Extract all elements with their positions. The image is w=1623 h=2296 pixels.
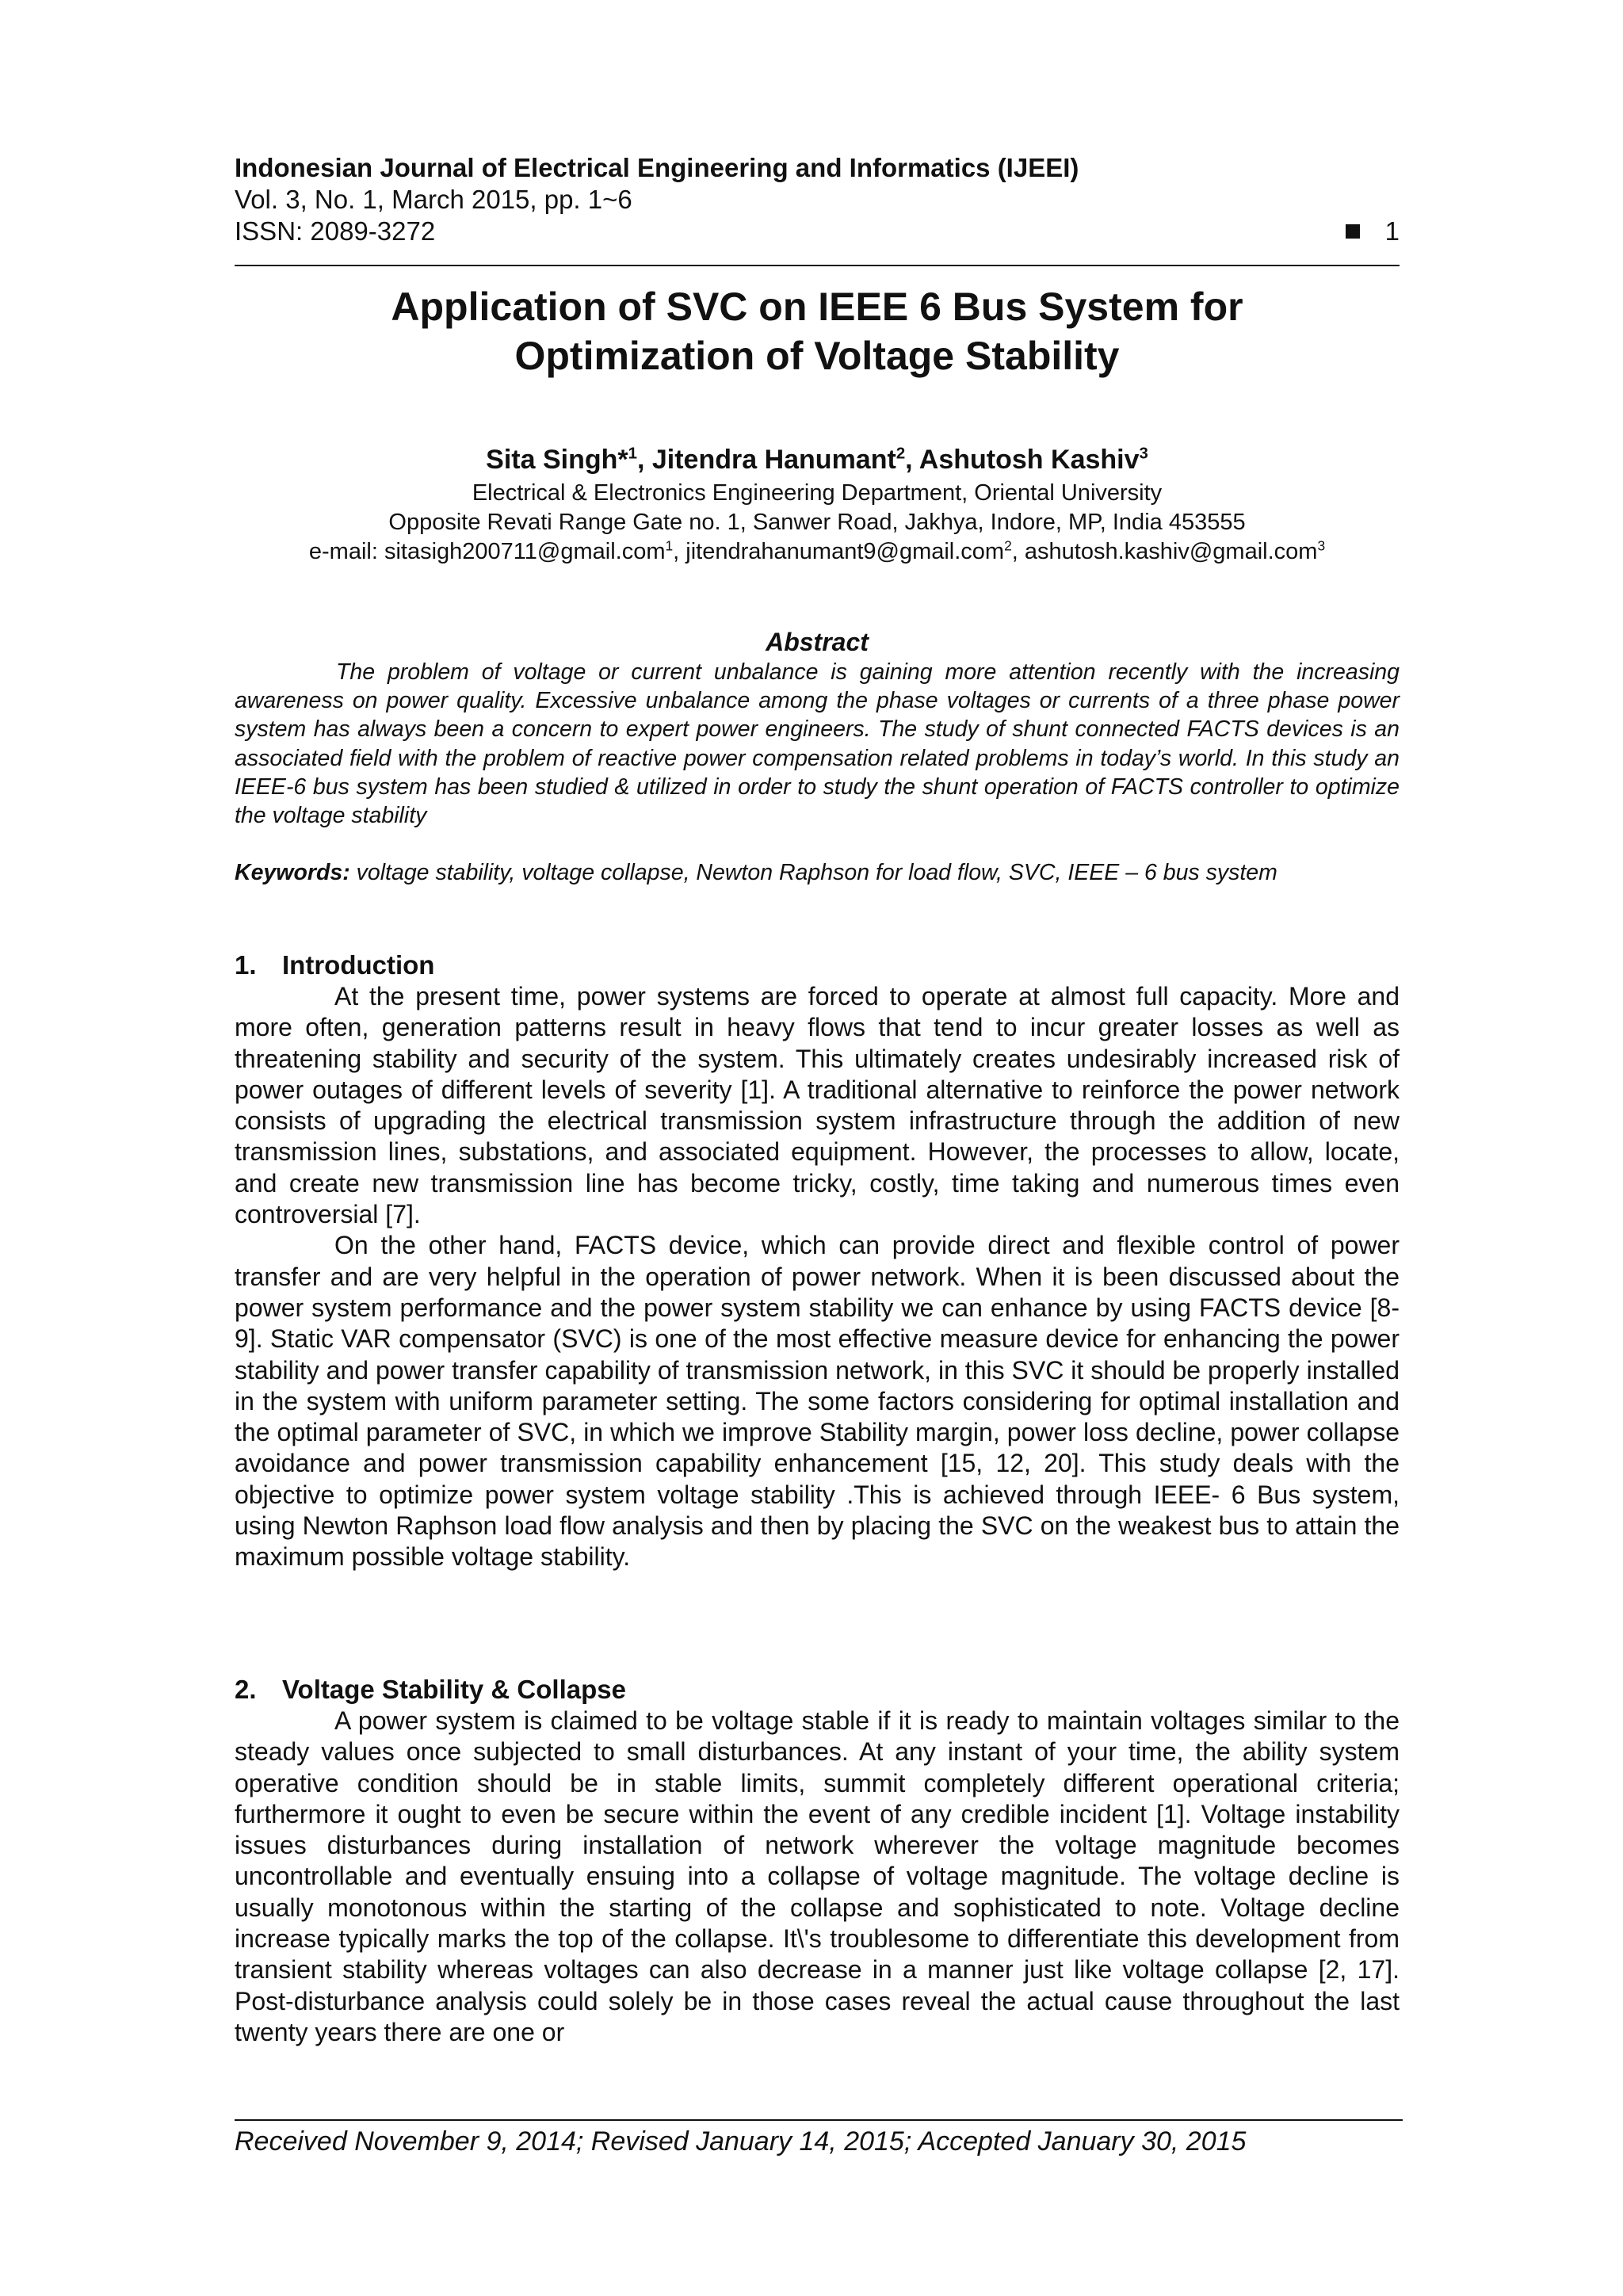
page-number: 1 [1384,216,1400,246]
affiliation-address: Opposite Revati Range Gate no. 1, Sanwer Road, Jakhya, Indore, MP, India 453555 [388,510,1246,535]
section-number: 1. [235,950,257,980]
page-number-wrap [1346,216,1400,247]
author-1-sup: 1 [628,445,637,463]
email-3[interactable]: ashutosh.kashiv@gmail.com [1024,539,1318,564]
section-introduction [235,949,1400,1573]
journal-issn: ISSN: 2089-3272 [235,216,436,246]
received-dates: Received November 9, 2014; Revised January 14, 2015; Accepted January 30, 2015 [235,2126,1247,2157]
paragraph: At the present time, power systems are forced to operate at almost full capacity. More and more often, generation patterns result in heavy flows that tend to incur greater losses as well as threatening stability and security of the system. This ultimately creates undesirably increased risk of power outages of different levels of severity [1]. A traditional alternative to reinforce the power network consists of upgrading the electrical transmission system infrastructure through the addition of new transmission lines, substations, and associated equipment. However, the processes to allow, locate, and create new transmission line has become tricky, costly, time taking and numerous times even controversial [7]. [235,982,1400,1229]
header-divider [235,265,1400,266]
section-heading [235,949,1400,981]
section-number: 2. [235,1675,257,1704]
abstract-text: The problem of voltage or current unbalance is gaining more attention recently with the increasing awareness on power quality. Excessive unbalance among the phase voltages or currents of a three phase power system has always been a concern to expert power engineers. The study of shunt connected FACTS devices is an associated field with the problem of reactive power compensation related problems in today’s world. In this study an IEEE-6 bus system has been studied & utilized in order to study the shunt operation of FACTS controller to optimize the voltage stability [235,659,1400,829]
email-prefix: e-mail: [308,539,384,564]
keywords-label: Keywords: [235,860,350,885]
footer-divider [235,2119,1403,2121]
title-line-1: Application of SVC on IEEE 6 Bus System for [391,285,1243,329]
affiliation-department: Electrical & Electronics Engineering Department, Oriental University [472,480,1163,506]
author-list: Sita Singh*$^1$, Jitendra Hanumant$^2$, Ashutosh Kashiv$^3$ [486,445,1148,475]
email-1-sup: 1 [665,537,674,554]
journal-volume: Vol. 3, No. 1, March 2015, pp. 1~6 [235,185,632,214]
issn-row [235,216,1400,247]
section-title: Voltage Stability & Collapse [282,1675,626,1704]
journal-name: Indonesian Journal of Electrical Engineering and Informatics (IJEEI) [235,153,1079,182]
email-1[interactable]: sitasigh200711@gmail.com [384,539,666,564]
journal-header [235,152,1400,247]
email-2-sup: 2 [1004,537,1012,554]
abstract-heading: Abstract [766,628,869,656]
author-1: Sita Singh* [486,445,628,475]
keywords [235,858,1400,888]
section-heading [235,1674,1400,1706]
paragraph: On the other hand, FACTS device, which can provide direct and flexible control of power transfer and are very helpful in the operation of power network. When it is been discussed about the power system performance and the power system stability we can enhance by using FACTS device [8-9]. Static VAR compensator (SVC) is one of the most effective measure device for enhancing the power stability and power transfer capability of transmission network, in this SVC it should be properly installed in the system with uniform parameter setting. The some factors considering for optimal installation and the optimal parameter of SVC, in which we improve Stability margin, power loss decline, power collapse avoidance and power transmission capability enhancement [15, 12, 20]. This study deals with the objective to optimize power system voltage stability .This is achieved through IEEE- 6 Bus system, using Newton Raphson load flow analysis and then by placing the SVC on the weakest bus to attain the maximum possible voltage stability. [235,1231,1400,1572]
paper-title [235,282,1400,380]
section-voltage-stability [235,1674,1400,2048]
author-2-sup: 2 [896,445,906,463]
email-line: e-mail: sitasigh200711@gmail.com$^1$, jitendrahanumant9@gmail.com$^2$, ashutosh.kashiv@gmail.com$^3$ [308,537,1326,564]
authors-block [235,441,1400,567]
section-title: Introduction [282,950,435,980]
paragraph: A power system is claimed to be voltage stable if it is ready to maintain voltages similar to the steady values once subjected to small disturbances. At any instant of your time, the ability system operative condition should be in stable limits, summit completely different operational criteria; furthermore it ought to even be secure within the event of any credible incident [1]. Voltage instability issues disturbances during installation of network wherever the voltage magnitude becomes uncontrollable and eventually ensuing into a collapse of voltage magnitude. The voltage decline is usually monotonous within the starting of the collapse and sophisticated to note. Voltage decline increase typically marks the top of the collapse. It\'s troublesome to differentiate this development from transient stability whereas voltages can also decrease in a manner just like voltage collapse [2, 17]. Post-disturbance analysis could solely be in those cases reveal the actual cause throughout the last twenty years there are one or [235,1706,1400,2046]
black-square-icon [1346,224,1360,239]
title-line-2: Optimization of Voltage Stability [514,334,1120,378]
author-2: Jitendra Hanumant [651,445,896,475]
email-3-sup: 3 [1317,537,1326,554]
author-3-sup: 3 [1139,445,1148,463]
keywords-text: voltage stability, voltage collapse, Newton Raphson for load flow, SVC, IEEE – 6 bus system [356,860,1277,885]
author-3: Ashutosh Kashiv [918,445,1140,475]
email-2[interactable]: jitendrahanumant9@gmail.com [685,539,1005,564]
